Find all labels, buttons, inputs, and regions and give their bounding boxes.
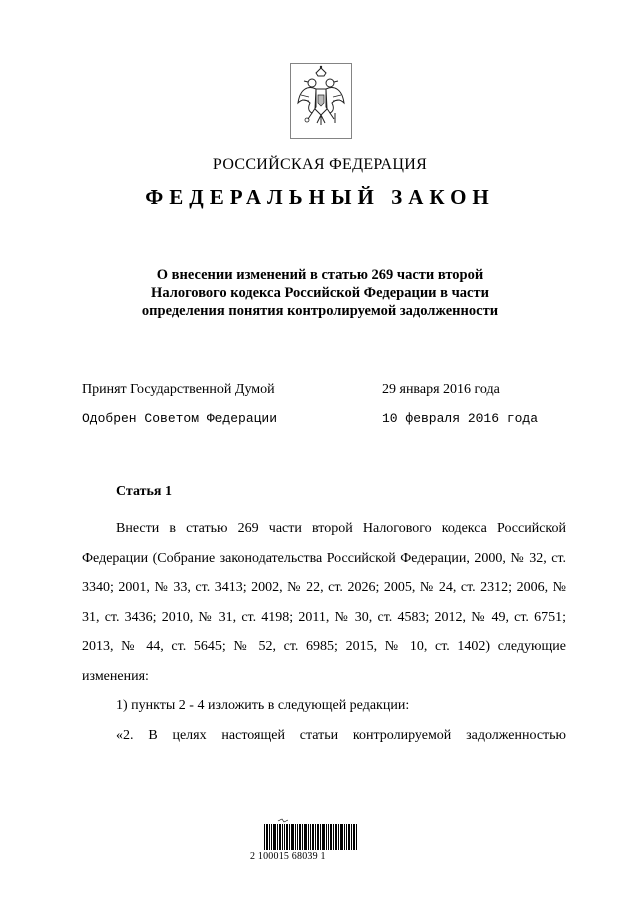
subject-line-2: Налогового кодекса Российской Федерации в части xyxy=(151,285,489,301)
document-type-heading: ФЕДЕРАЛЬНЫЙ ЗАКОН xyxy=(145,185,495,209)
duma-adoption-date: 29 января 2016 года xyxy=(382,382,500,397)
article-body xyxy=(82,514,566,750)
subject-line-1: О внесении изменений в статью 269 части второй xyxy=(156,267,484,283)
article-title: Статья 1 xyxy=(116,484,172,499)
article-paragraph-1: Внести в статью 269 части второй Налогового кодекса Российской Федерации (Собрание законодательства Российской Федерации, 2000, № 32, ст. 3340; 2001, № 33, ст. 3413; 2002, № 22, ст. 2026; 2005, № 24, ст. 2312; 2006, № 31, ст. 3436; 2010, № 31, ст. 4198; 2011, № 30, ст. 4583; 2012, № 49, ст. 6751; 2013, № 44, ст. 5645; № 52, ст. 6985; 2015, № 10, ст. 1402) следующие изменения: xyxy=(82,521,566,684)
coat-of-arms-icon xyxy=(290,63,352,139)
council-approval-date: 10 февраля 2016 года xyxy=(382,411,539,426)
country-heading: РОССИЙСКАЯ ФЕДЕРАЦИЯ xyxy=(212,156,428,173)
article-paragraph-2: 1) пункты 2 - 4 изложить в следующей редакции: xyxy=(116,698,410,713)
barcode-icon xyxy=(264,818,358,850)
article-paragraph-3: «2. В целях настоящей статьи контролируемой задолженностью xyxy=(116,727,566,743)
law-subject xyxy=(0,266,640,320)
subject-line-3: определения понятия контролируемой задолженности xyxy=(141,303,499,319)
duma-adoption-label: Принят Государственной Думой xyxy=(82,382,275,397)
barcode-number: 2 100015 68039 1 xyxy=(250,851,326,862)
council-approval-label: Одобрен Советом Федерации xyxy=(82,411,278,426)
